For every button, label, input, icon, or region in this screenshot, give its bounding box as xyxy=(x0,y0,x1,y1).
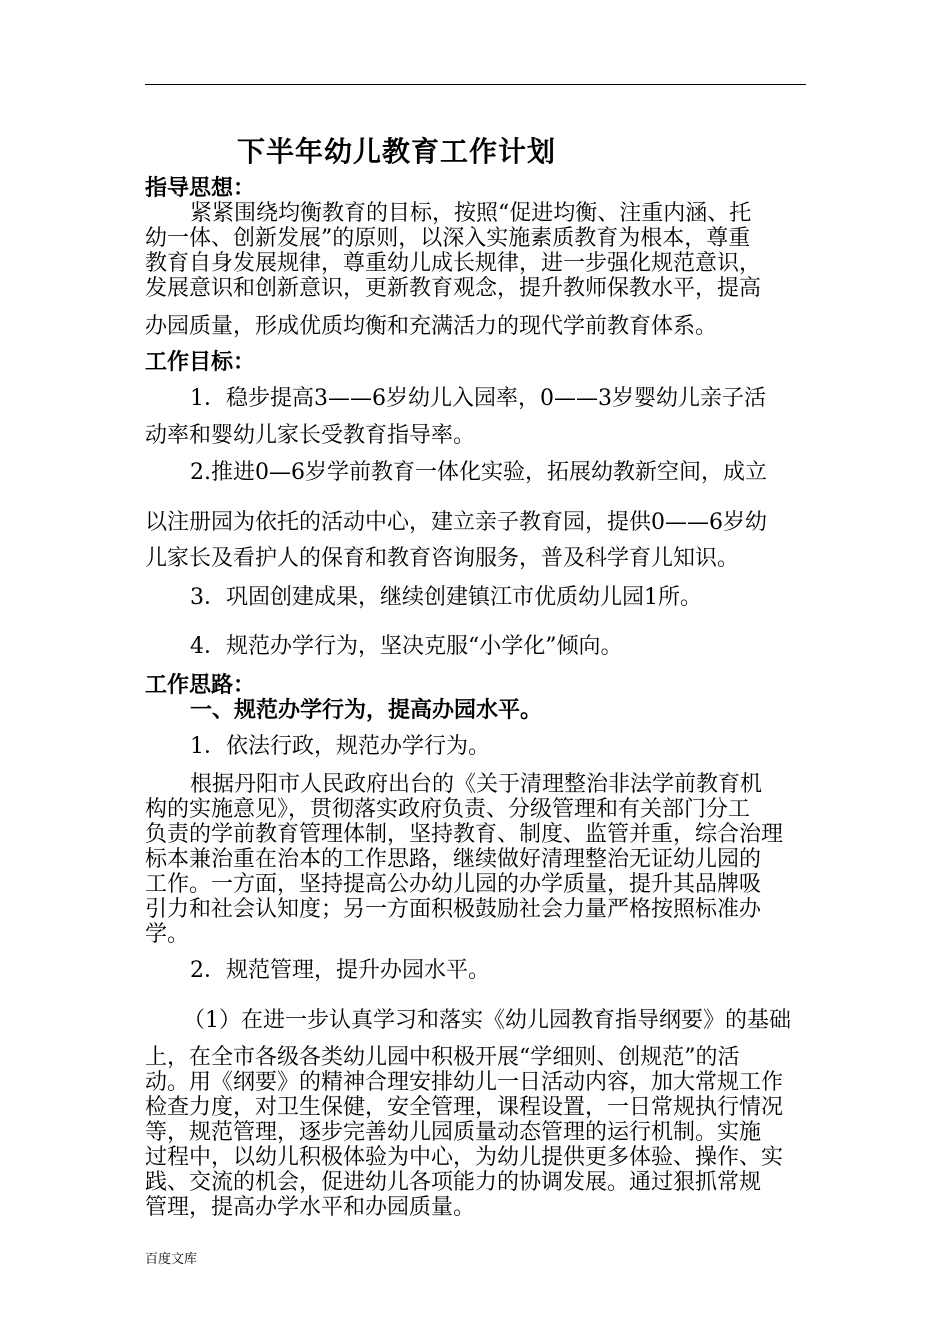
paragraph-line: 根据丹阳市人民政府出台的《关于清理整治非法学前教育机 xyxy=(190,772,763,797)
subsection-heading: 一、规范办学行为，提高办园水平。 xyxy=(190,697,543,723)
paragraph-line: 工作。一方面，坚持提高公办幼儿园的办学质量，提升其品牌吸 xyxy=(145,872,762,897)
header-rule xyxy=(145,84,806,85)
goal-line: 以注册园为依托的活动中心，建立亲子教育园，提供0——6岁幼 xyxy=(145,510,767,535)
goal-line: 3．巩固创建成果，继续创建镇江市优质幼儿园1所。 xyxy=(190,585,702,610)
paragraph-line: 2．规范管理，提升办园水平。 xyxy=(190,958,490,983)
paragraph-line: 办园质量，形成优质均衡和充满活力的现代学前教育体系。 xyxy=(145,314,718,339)
paragraph-line: 学。 xyxy=(145,922,190,947)
paragraph-line: 过程中，以幼儿积极体验为中心，为幼儿提供更多体验、操作、实 xyxy=(145,1145,784,1170)
paragraph-line: 上，在全市各级各类幼儿园中积极开展“学细则、创规范”的活 xyxy=(145,1045,740,1070)
paragraph-line: 教育自身发展规律，尊重幼儿成长规律，进一步强化规范意识， xyxy=(145,251,762,276)
goal-line: 动率和婴幼儿家长受教育指导率。 xyxy=(145,423,476,448)
paragraph-line: 动。用《纲要》的精神合理安排幼儿一日活动内容，加大常规工作 xyxy=(145,1070,784,1095)
paragraph-line: 引力和社会认知度；另一方面积极鼓励社会力量严格按照标准办 xyxy=(145,897,762,922)
goal-line: 儿家长及看护人的保育和教育咨询服务，普及科学育儿知识。 xyxy=(145,546,740,571)
document-title: 下半年幼儿教育工作计划 xyxy=(237,135,557,168)
paragraph-line: 构的实施意见》，贯彻落实政府负责、分级管理和有关部门分工 xyxy=(145,797,751,822)
paragraph-line: 管理，提高办学水平和办园质量。 xyxy=(145,1195,476,1220)
section-heading-work-approach: 工作思路： xyxy=(145,672,256,698)
footer-source-label: 百度文库 xyxy=(145,1252,198,1267)
goal-line: 4．规范办学行为，坚决克服“小学化”倾向。 xyxy=(190,634,623,659)
paragraph-line: （1）在进一步认真学习和落实《幼儿园教育指导纲要》的基础 xyxy=(183,1008,791,1033)
paragraph-line: 检查力度，对卫生保健，安全管理，课程设置，一日常规执行情况 xyxy=(145,1095,784,1120)
paragraph-line: 幼一体、创新发展”的原则，以深入实施素质教育为根本，尊重 xyxy=(145,226,751,251)
paragraph-line: 标本兼治重在治本的工作思路，继续做好清理整治无证幼儿园的 xyxy=(145,847,762,872)
goal-line: 2.推进0—6岁学前教育一体化实验，拓展幼教新空间，成立 xyxy=(190,460,767,485)
paragraph-line: 紧紧围绕均衡教育的目标，按照“促进均衡、注重内涵、托 xyxy=(190,201,752,226)
goal-line: 1．稳步提高3——6岁幼儿入园率，0——3岁婴幼儿亲子活 xyxy=(190,386,766,411)
paragraph-line: 1．依法行政，规范办学行为。 xyxy=(190,734,490,759)
paragraph-line: 发展意识和创新意识，更新教育观念，提升教师保教水平，提高 xyxy=(145,276,762,301)
section-heading-guiding-thought: 指导思想： xyxy=(145,175,256,201)
paragraph-line: 践、交流的机会，促进幼儿各项能力的协调发展。通过狠抓常规 xyxy=(145,1170,762,1195)
paragraph-line: 负责的学前教育管理体制，坚持教育、制度、监管并重，综合治理 xyxy=(145,822,784,847)
paragraph-line: 等，规范管理，逐步完善幼儿园质量动态管理的运行机制。实施 xyxy=(145,1120,762,1145)
section-heading-work-goals: 工作目标： xyxy=(145,349,256,375)
